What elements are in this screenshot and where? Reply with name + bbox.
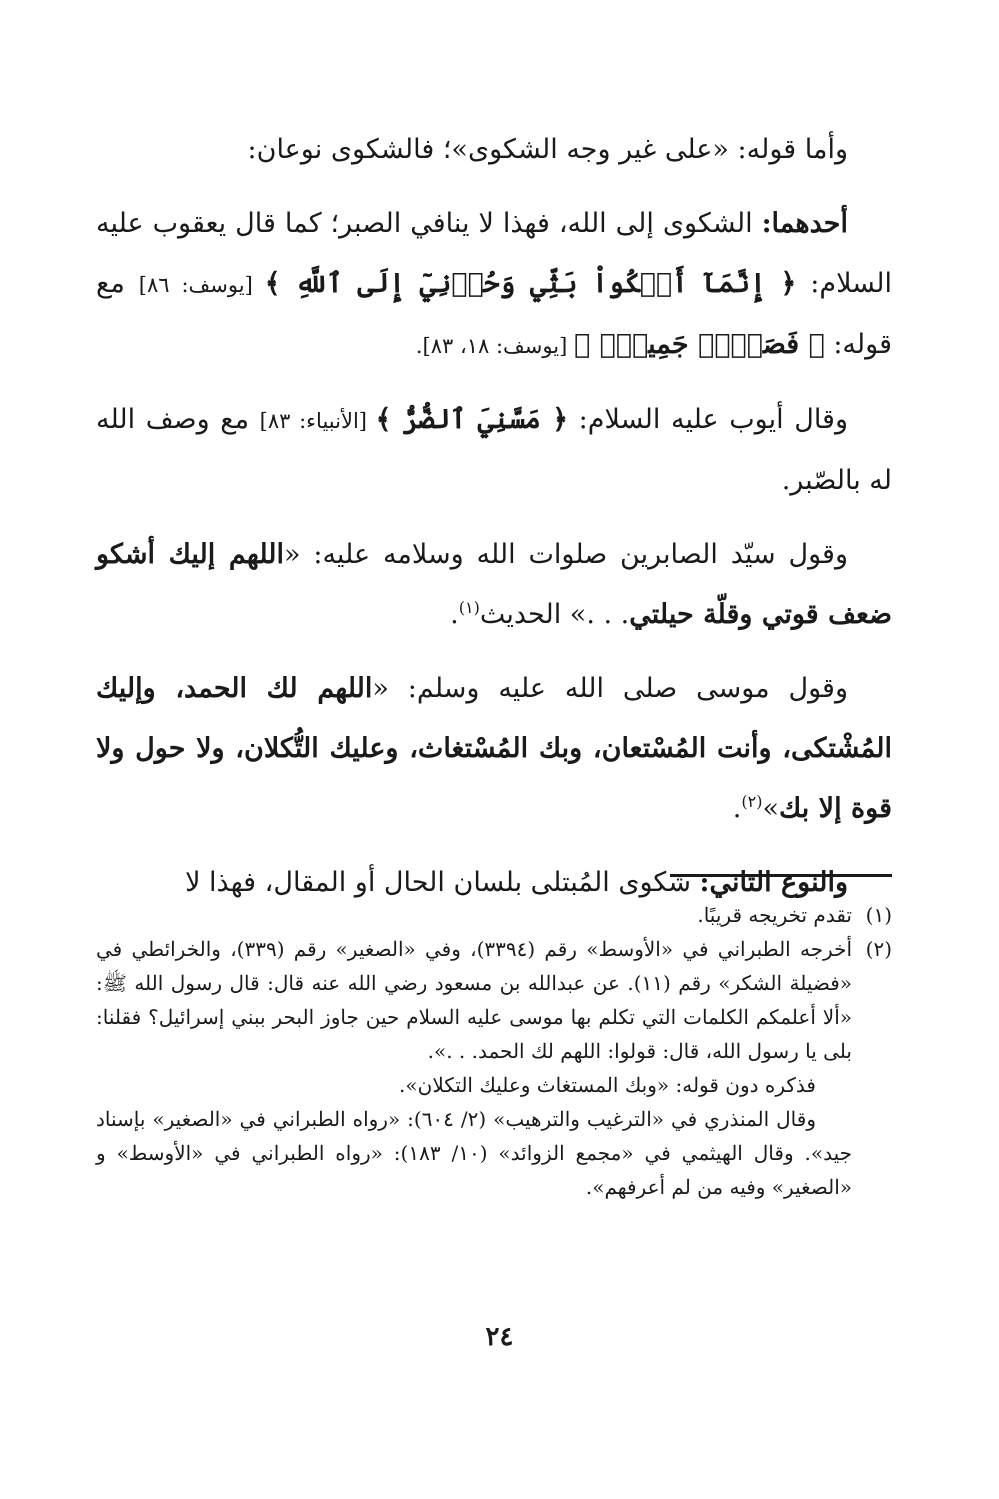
paragraph-musa-supplication <box>96 659 892 839</box>
footnote-marker-1[interactable]: (١) <box>458 598 480 617</box>
prophet-supplication-end: . <box>450 599 459 630</box>
second-type-heading: والنوع الثاني: <box>699 867 848 898</box>
footnote-marker-2[interactable]: (٢) <box>741 792 763 811</box>
quran-verse-yusuf-18: ﴿ فَصَبۡرٞ جَمِيلٞۖ ﴾ <box>573 329 825 360</box>
paragraph-intro-text: وأما قوله: «على غير وجه الشكوى»؛ فالشكوى نوعان: <box>247 134 848 165</box>
ayyub-text: وقال أيوب عليه السلام: <box>568 404 849 435</box>
quran-verse-yusuf-86: ﴿ إِنَّمَآ أَشۡكُواْ بَثِّي وَحُزۡنِيٓ إِلَى ٱللَّهِ ﴾ <box>264 268 797 299</box>
verse-reference-yusuf-86: [يوسف: ٨٦] <box>138 273 265 297</box>
prophet-supplication-hadith: . . .» الحديث <box>479 599 630 630</box>
quran-verse-anbiya-83: ﴿ مَسَّنِيَ ٱلضُّرُّ ﴾ <box>375 404 569 435</box>
ayyub-text-continued: مع وصف الله له بالصّبر. <box>96 404 892 496</box>
paragraph-ayyub <box>96 390 892 511</box>
first-type-heading: أحدهما: <box>761 208 848 239</box>
second-type-text: شكوى المُبتلى بلسان الحال أو المقال، فهذا لا <box>185 867 700 898</box>
paragraph-prophet-supplication <box>96 525 892 645</box>
footnote-1-number: (١) <box>865 903 892 927</box>
first-type-text: الشكوى إلى الله، فهذا لا ينافي الصبر؛ كما قال يعقوب عليه السلام: <box>96 208 892 299</box>
prophet-supplication-quote: اللهم إليك أشكو ضعف قوتي وقلّة حيلتي <box>96 539 892 630</box>
verse-reference-anbiya-83: [الأنبياء: ٨٣] <box>259 409 376 433</box>
musa-supplication-intro: وقول موسى صلى الله عليه وسلم: « <box>372 673 848 704</box>
footnote-divider <box>670 874 892 877</box>
musa-supplication-close-quote: » <box>762 793 780 824</box>
footnote-2 <box>96 932 892 1068</box>
footnote-2-number: (٢) <box>865 937 892 961</box>
footnote-2-text: أخرجه الطبراني في «الأوسط» رقم (٣٣٩٤)، وفي «الصغير» رقم (٣٣٩)، والخرائطي في «فضيلة الشكر» رقم (١١). عن عبدالله بن مسعود رضي الله عنه قال: قال رسول الله ﷺ: «ألا أعلمكم الكلمات التي تكلم بها موسى عليه السلام حين جاوز البحر ببني إسرائيل؟ فقلنا: بلى يا رسول الله، قال: قولوا: اللهم لك الحمد. . .». <box>96 937 853 1063</box>
footnotes <box>96 898 892 1204</box>
footnote-2-continuation-2: وقال المنذري في «الترغيب والترهيب» (٢/ ٦٠٤): «رواه الطبراني في «الصغير» بإسناد جيد». وقال الهيثمي في «مجمع الزوائد» (١٠/ ١٨٣): «رواه الطبراني في «الأوسط» و «الصغير» وفيه من لم أعرفهم». <box>96 1107 852 1199</box>
page-number: ٢٤ <box>485 1322 514 1352</box>
musa-supplication-quote: اللهم لك الحمد، وإليك المُشْتكى، وأنت المُسْتعان، وبك المُسْتغاث، وعليك التُّكلان، ولا حول ولا قوة إلا بك <box>96 673 892 824</box>
footnote-1 <box>96 898 892 932</box>
paragraph-first-type <box>96 194 892 376</box>
footnote-2-continuation-1: فذكره دون قوله: «وبك المستغاث وعليك التكلان». <box>399 1073 816 1097</box>
first-type-text-continued: مع قوله: <box>96 268 892 360</box>
footnote-1-text: تقدم تخريجه قريبًا. <box>697 903 852 927</box>
musa-supplication-end: . <box>732 793 742 824</box>
verse-reference-yusuf-18-83: [يوسف: ١٨، ٨٣]. <box>415 334 574 358</box>
paragraph-intro <box>96 120 892 180</box>
main-text <box>96 120 892 927</box>
prophet-supplication-intro: وقول سيّد الصابرين صلوات الله وسلامه عليه: « <box>284 539 848 570</box>
